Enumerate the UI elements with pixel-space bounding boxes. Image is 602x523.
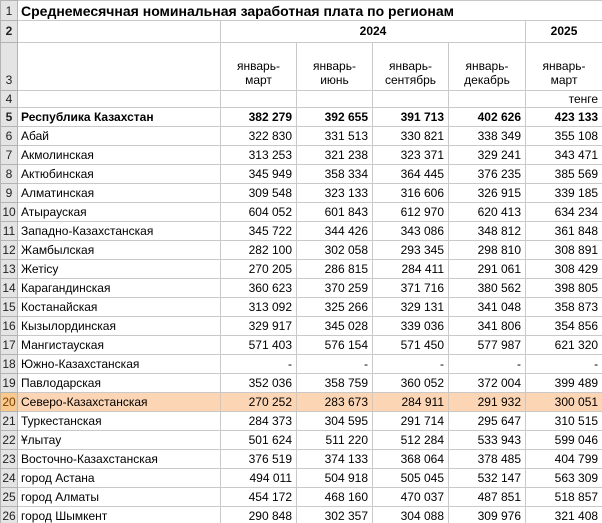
value-cell[interactable]: 634 234 bbox=[526, 203, 602, 222]
value-cell[interactable]: 293 345 bbox=[373, 241, 449, 260]
region-name-cell[interactable]: Алматинская bbox=[18, 184, 221, 203]
value-cell[interactable]: 533 943 bbox=[449, 431, 526, 450]
value-cell[interactable]: 468 160 bbox=[297, 488, 373, 507]
value-cell[interactable]: 295 647 bbox=[449, 412, 526, 431]
value-cell[interactable]: 601 843 bbox=[297, 203, 373, 222]
value-cell[interactable]: - bbox=[297, 355, 373, 374]
cell-empty[interactable] bbox=[18, 91, 221, 108]
row-header[interactable]: 18 bbox=[1, 355, 18, 374]
value-cell[interactable]: 286 815 bbox=[297, 260, 373, 279]
table-row bbox=[1, 469, 602, 488]
region-name-cell[interactable]: Карагандинская bbox=[18, 279, 221, 298]
value-cell[interactable]: 487 851 bbox=[449, 488, 526, 507]
value-cell[interactable]: 620 413 bbox=[449, 203, 526, 222]
value-cell[interactable]: 270 205 bbox=[221, 260, 297, 279]
value-cell[interactable]: 423 133 bbox=[526, 108, 602, 127]
row-header[interactable]: 11 bbox=[1, 222, 18, 241]
value-cell[interactable]: 291 714 bbox=[373, 412, 449, 431]
row-header[interactable]: 15 bbox=[1, 298, 18, 317]
region-name-cell[interactable]: Северо-Казахстанская bbox=[18, 393, 221, 412]
value-cell[interactable]: 599 046 bbox=[526, 431, 602, 450]
value-cell[interactable]: 360 052 bbox=[373, 374, 449, 393]
region-name-cell[interactable]: Жетісу bbox=[18, 260, 221, 279]
value-cell[interactable]: 302 058 bbox=[297, 241, 373, 260]
region-name-cell[interactable]: город Астана bbox=[18, 469, 221, 488]
value-cell[interactable]: 341 048 bbox=[449, 298, 526, 317]
value-cell[interactable]: 331 513 bbox=[297, 127, 373, 146]
value-cell[interactable]: 392 655 bbox=[297, 108, 373, 127]
value-cell[interactable]: 358 759 bbox=[297, 374, 373, 393]
value-cell[interactable]: 376 235 bbox=[449, 165, 526, 184]
row-header[interactable]: 24 bbox=[1, 469, 18, 488]
cell-empty[interactable] bbox=[373, 91, 449, 108]
value-cell[interactable]: 345 028 bbox=[297, 317, 373, 336]
table-row bbox=[1, 450, 602, 469]
table-row bbox=[1, 203, 602, 222]
table-row bbox=[1, 317, 602, 336]
value-cell[interactable]: 571 403 bbox=[221, 336, 297, 355]
row-header[interactable]: 4 bbox=[1, 91, 18, 108]
value-cell[interactable]: 343 086 bbox=[373, 222, 449, 241]
value-cell[interactable]: 385 569 bbox=[526, 165, 602, 184]
value-cell[interactable]: 374 133 bbox=[297, 450, 373, 469]
value-cell[interactable]: - bbox=[526, 355, 602, 374]
table-row bbox=[1, 260, 602, 279]
value-cell[interactable]: 283 673 bbox=[297, 393, 373, 412]
value-cell[interactable]: 338 349 bbox=[449, 127, 526, 146]
region-name-cell[interactable]: Жамбылская bbox=[18, 241, 221, 260]
row-header[interactable]: 20 bbox=[1, 393, 18, 412]
value-cell[interactable]: 282 100 bbox=[221, 241, 297, 260]
row-header[interactable]: 25 bbox=[1, 488, 18, 507]
value-cell[interactable]: 470 037 bbox=[373, 488, 449, 507]
table-row bbox=[1, 355, 602, 374]
value-cell[interactable]: 329 241 bbox=[449, 146, 526, 165]
region-name-cell[interactable]: Костанайская bbox=[18, 298, 221, 317]
value-cell[interactable]: 323 371 bbox=[373, 146, 449, 165]
row-header[interactable]: 26 bbox=[1, 507, 18, 523]
cell-empty[interactable] bbox=[221, 91, 297, 108]
value-cell[interactable]: 309 548 bbox=[221, 184, 297, 203]
value-cell[interactable]: 360 623 bbox=[221, 279, 297, 298]
row-header[interactable]: 8 bbox=[1, 165, 18, 184]
value-cell[interactable]: 501 624 bbox=[221, 431, 297, 450]
value-cell[interactable]: 284 911 bbox=[373, 393, 449, 412]
value-cell[interactable]: - bbox=[449, 355, 526, 374]
value-cell[interactable]: 330 821 bbox=[373, 127, 449, 146]
value-cell[interactable]: 291 932 bbox=[449, 393, 526, 412]
value-cell[interactable]: 505 045 bbox=[373, 469, 449, 488]
value-cell[interactable]: 518 857 bbox=[526, 488, 602, 507]
table-row bbox=[1, 222, 602, 241]
value-cell[interactable]: 612 970 bbox=[373, 203, 449, 222]
year-header-2025[interactable]: 2025 bbox=[526, 21, 602, 43]
value-cell[interactable]: 310 515 bbox=[526, 412, 602, 431]
cell-empty[interactable] bbox=[297, 91, 373, 108]
value-cell[interactable]: 399 489 bbox=[526, 374, 602, 393]
table-row bbox=[1, 184, 602, 203]
table-row bbox=[1, 108, 602, 127]
value-cell[interactable]: 344 426 bbox=[297, 222, 373, 241]
value-cell[interactable]: 380 562 bbox=[449, 279, 526, 298]
region-name-cell[interactable]: Туркестанская bbox=[18, 412, 221, 431]
table-row bbox=[1, 431, 602, 450]
value-cell[interactable]: 378 485 bbox=[449, 450, 526, 469]
unit-row bbox=[1, 91, 602, 108]
value-cell[interactable]: 345 722 bbox=[221, 222, 297, 241]
unit-label[interactable]: тенге bbox=[526, 91, 602, 108]
cell-empty[interactable] bbox=[18, 43, 221, 91]
value-cell[interactable]: 372 004 bbox=[449, 374, 526, 393]
region-name-cell[interactable]: Абай bbox=[18, 127, 221, 146]
table-row bbox=[1, 241, 602, 260]
value-cell[interactable]: 354 856 bbox=[526, 317, 602, 336]
value-cell[interactable]: 504 918 bbox=[297, 469, 373, 488]
region-name-cell[interactable]: Атырауская bbox=[18, 203, 221, 222]
value-cell[interactable]: 313 092 bbox=[221, 298, 297, 317]
row-header[interactable]: 6 bbox=[1, 127, 18, 146]
row-header[interactable]: 9 bbox=[1, 184, 18, 203]
row-header[interactable]: 14 bbox=[1, 279, 18, 298]
table-row bbox=[1, 393, 602, 412]
period-header[interactable]: январь- июнь bbox=[297, 43, 373, 91]
value-cell[interactable]: 313 253 bbox=[221, 146, 297, 165]
value-cell[interactable]: 284 411 bbox=[373, 260, 449, 279]
table-row bbox=[1, 488, 602, 507]
value-cell[interactable]: - bbox=[373, 355, 449, 374]
value-cell[interactable]: 577 987 bbox=[449, 336, 526, 355]
value-cell[interactable]: - bbox=[221, 355, 297, 374]
row-header[interactable]: 1 bbox=[1, 1, 18, 21]
value-cell[interactable]: 454 172 bbox=[221, 488, 297, 507]
value-cell[interactable]: 322 830 bbox=[221, 127, 297, 146]
row-header[interactable]: 23 bbox=[1, 450, 18, 469]
value-cell[interactable]: 494 011 bbox=[221, 469, 297, 488]
row-header[interactable]: 2 bbox=[1, 21, 18, 43]
value-cell[interactable]: 325 266 bbox=[297, 298, 373, 317]
value-cell[interactable]: 304 088 bbox=[373, 507, 449, 523]
title-row bbox=[1, 1, 602, 21]
table-row bbox=[1, 374, 602, 393]
table-row bbox=[1, 146, 602, 165]
region-name-cell[interactable]: Южно-Казахстанская bbox=[18, 355, 221, 374]
row-header[interactable]: 17 bbox=[1, 336, 18, 355]
value-cell[interactable]: 300 051 bbox=[526, 393, 602, 412]
table-row bbox=[1, 127, 602, 146]
value-cell[interactable]: 309 976 bbox=[449, 507, 526, 523]
value-cell[interactable]: 361 848 bbox=[526, 222, 602, 241]
value-cell[interactable]: 291 061 bbox=[449, 260, 526, 279]
value-cell[interactable]: 358 873 bbox=[526, 298, 602, 317]
value-cell[interactable]: 304 595 bbox=[297, 412, 373, 431]
value-cell[interactable]: 298 810 bbox=[449, 241, 526, 260]
value-cell[interactable]: 563 309 bbox=[526, 469, 602, 488]
row-header[interactable]: 10 bbox=[1, 203, 18, 222]
value-cell[interactable]: 345 949 bbox=[221, 165, 297, 184]
row-header[interactable]: 21 bbox=[1, 412, 18, 431]
period-row bbox=[1, 43, 602, 91]
table-row bbox=[1, 507, 602, 523]
value-cell[interactable]: 323 133 bbox=[297, 184, 373, 203]
table-row bbox=[1, 412, 602, 431]
value-cell[interactable]: 355 108 bbox=[526, 127, 602, 146]
period-header[interactable]: январь- сентябрь bbox=[373, 43, 449, 91]
value-cell[interactable]: 511 220 bbox=[297, 431, 373, 450]
value-cell[interactable]: 404 799 bbox=[526, 450, 602, 469]
value-cell[interactable]: 326 915 bbox=[449, 184, 526, 203]
value-cell[interactable]: 576 154 bbox=[297, 336, 373, 355]
region-name-cell[interactable]: Восточно-Казахстанская bbox=[18, 450, 221, 469]
year-header-2024[interactable]: 2024 bbox=[221, 21, 526, 43]
value-cell[interactable]: 621 320 bbox=[526, 336, 602, 355]
sheet-title[interactable]: Среднемесячная номинальная заработная плата по регионам bbox=[18, 1, 602, 21]
value-cell[interactable]: 512 284 bbox=[373, 431, 449, 450]
value-cell[interactable]: 348 812 bbox=[449, 222, 526, 241]
value-cell[interactable]: 302 357 bbox=[297, 507, 373, 523]
row-header[interactable]: 3 bbox=[1, 43, 18, 91]
table-row bbox=[1, 165, 602, 184]
value-cell[interactable]: 571 450 bbox=[373, 336, 449, 355]
table-row bbox=[1, 336, 602, 355]
value-cell[interactable]: 308 429 bbox=[526, 260, 602, 279]
value-cell[interactable]: 290 848 bbox=[221, 507, 297, 523]
value-cell[interactable]: 329 917 bbox=[221, 317, 297, 336]
value-cell[interactable]: 604 052 bbox=[221, 203, 297, 222]
year-row bbox=[1, 21, 602, 43]
region-name-cell[interactable]: Акмолинская bbox=[18, 146, 221, 165]
value-cell[interactable]: 382 279 bbox=[221, 108, 297, 127]
value-cell[interactable]: 398 805 bbox=[526, 279, 602, 298]
region-name-cell[interactable]: Западно-Казахстанская bbox=[18, 222, 221, 241]
row-header[interactable]: 5 bbox=[1, 108, 18, 127]
region-name-cell[interactable]: Актюбинская bbox=[18, 165, 221, 184]
row-header[interactable]: 12 bbox=[1, 241, 18, 260]
row-header[interactable]: 19 bbox=[1, 374, 18, 393]
value-cell[interactable]: 371 716 bbox=[373, 279, 449, 298]
value-cell[interactable]: 329 131 bbox=[373, 298, 449, 317]
cell-empty[interactable] bbox=[449, 91, 526, 108]
value-cell[interactable]: 284 373 bbox=[221, 412, 297, 431]
region-name-cell[interactable]: город Алматы bbox=[18, 488, 221, 507]
value-cell[interactable]: 321 238 bbox=[297, 146, 373, 165]
value-cell[interactable]: 402 626 bbox=[449, 108, 526, 127]
region-name-cell[interactable]: Республика Казахстан bbox=[18, 108, 221, 127]
value-cell[interactable]: 368 064 bbox=[373, 450, 449, 469]
value-cell[interactable]: 352 036 bbox=[221, 374, 297, 393]
region-name-cell[interactable]: Ұлытау bbox=[18, 431, 221, 450]
table-row bbox=[1, 279, 602, 298]
value-cell[interactable]: 376 519 bbox=[221, 450, 297, 469]
region-name-cell[interactable]: Кызылординская bbox=[18, 317, 221, 336]
region-name-cell[interactable]: город Шымкент bbox=[18, 507, 221, 523]
row-header[interactable]: 7 bbox=[1, 146, 18, 165]
row-header[interactable]: 22 bbox=[1, 431, 18, 450]
value-cell[interactable]: 339 185 bbox=[526, 184, 602, 203]
value-cell[interactable]: 370 259 bbox=[297, 279, 373, 298]
value-cell[interactable]: 364 445 bbox=[373, 165, 449, 184]
value-cell[interactable]: 321 408 bbox=[526, 507, 602, 523]
value-cell[interactable]: 532 147 bbox=[449, 469, 526, 488]
period-header[interactable]: январь- март bbox=[221, 43, 297, 91]
value-cell[interactable]: 270 252 bbox=[221, 393, 297, 412]
value-cell[interactable]: 391 713 bbox=[373, 108, 449, 127]
value-cell[interactable]: 339 036 bbox=[373, 317, 449, 336]
cell-empty[interactable] bbox=[18, 21, 221, 43]
region-name-cell[interactable]: Мангистауская bbox=[18, 336, 221, 355]
row-header[interactable]: 16 bbox=[1, 317, 18, 336]
value-cell[interactable]: 358 334 bbox=[297, 165, 373, 184]
row-header[interactable]: 13 bbox=[1, 260, 18, 279]
value-cell[interactable]: 308 891 bbox=[526, 241, 602, 260]
period-header[interactable]: январь- декабрь bbox=[449, 43, 526, 91]
value-cell[interactable]: 341 806 bbox=[449, 317, 526, 336]
period-header[interactable]: январь- март bbox=[526, 43, 602, 91]
value-cell[interactable]: 316 606 bbox=[373, 184, 449, 203]
table-row bbox=[1, 298, 602, 317]
value-cell[interactable]: 343 471 bbox=[526, 146, 602, 165]
region-name-cell[interactable]: Павлодарская bbox=[18, 374, 221, 393]
